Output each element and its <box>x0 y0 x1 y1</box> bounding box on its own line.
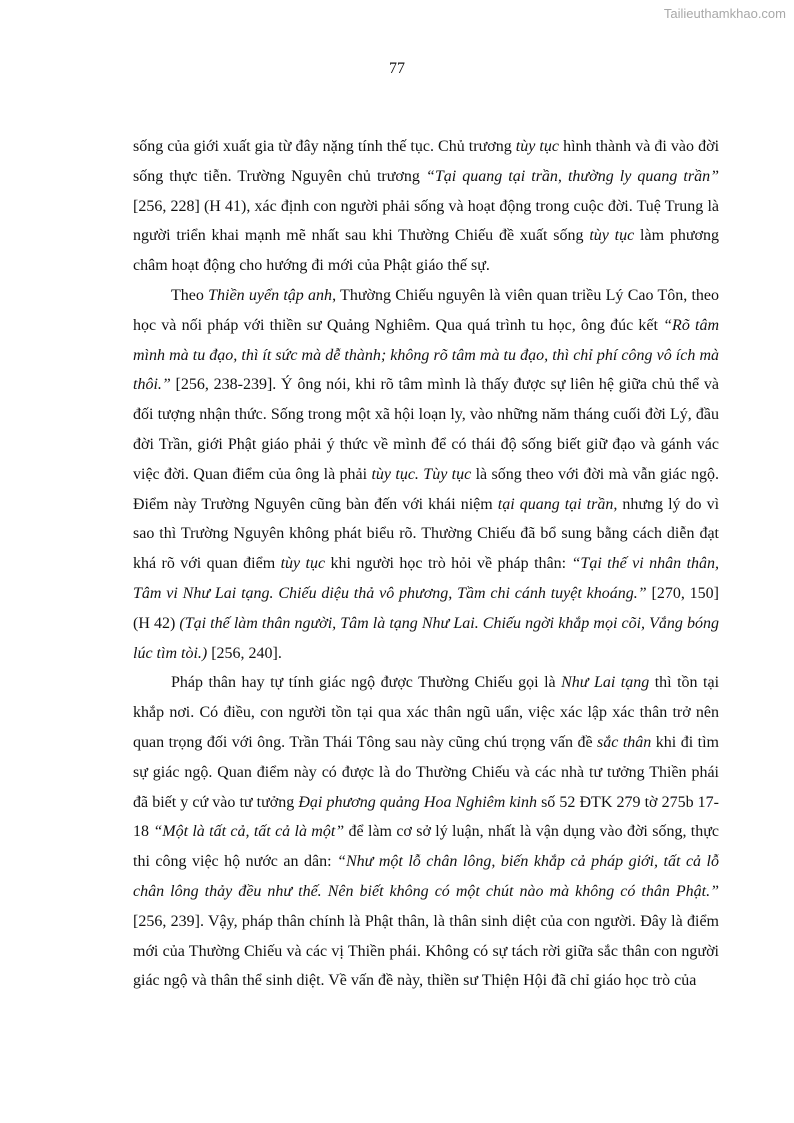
text-run: sống của giới xuất gia từ đây nặng tính thế tục. Chủ trương <box>133 138 516 155</box>
page-number: 77 <box>389 60 405 77</box>
paragraph <box>133 281 719 668</box>
text-run: làm phương châm hoạt động cho hướng đi mới của Phật giáo thế sự. <box>133 227 720 275</box>
text-run: [256, 228] (H 41), xác định con người phải sống và hoạt động trong cuộc đời. Tuệ Trung là người triển khai mạnh mẽ nhất sau khi Thường Chiếu đề xuất sống <box>133 197 719 245</box>
italic-run: Thiền uyển tập anh <box>208 286 333 304</box>
italic-run: tùy tục <box>280 555 326 573</box>
text-run: [256, 240]. <box>207 644 282 662</box>
italic-run: “Như một lỗ chân lông, biến khắp cả pháp giới, tất cả lỗ chân lông thảy đều như thế. Nên biết không có một chút nào mà không có thân Phật.” <box>133 853 719 900</box>
italic-run: “Tại thế vi nhân thân, Tâm vi Như Lai tạng. Chiếu diệu thả vô phương, Tầm chi cánh tuyệt khoáng.” <box>133 555 720 602</box>
text-run: nhưng lý do vì sao thì Trường Nguyên không phát biểu rõ. Thường Chiếu đã bổ sung bằng cách diễn đạt khá rõ với quan điểm <box>133 495 720 573</box>
italic-run: “Tại quang tại trần, thường ly quang trần” <box>425 167 719 185</box>
italic-run: Đại phương quảng Hoa Nghiêm kinh <box>298 793 537 811</box>
italic-run: tùy tục. Tùy tục <box>371 465 472 483</box>
italic-run: sắc thân <box>597 733 652 751</box>
text-run: hình thành và đi vào đời sống thực tiễn. Trường Nguyên chủ trương <box>133 138 720 185</box>
paragraph <box>133 668 719 996</box>
italic-run: (Tại thế làm thân người, Tâm là tạng Như Lai. Chiếu ngời khắp mọi cõi, Vắng bóng lúc tìm tòi.) <box>133 614 719 662</box>
italic-run: tùy tục <box>589 227 635 245</box>
paragraph <box>133 132 719 281</box>
italic-run: “Một là tất cả, tất cả là một” <box>153 823 345 841</box>
italic-run: Như Lai tạng <box>561 674 650 692</box>
text-run: khi người học trò hỏi về pháp thân: <box>325 555 572 573</box>
text-run: là sống theo với đời mà vẫn giác ngộ. Điểm này Trường Nguyên cũng bàn đến với khái niệm <box>133 465 720 513</box>
watermark-text: Tailieuthamkhao.com <box>663 6 786 21</box>
text-run: [256, 239]. Vậy, pháp thân chính là Phật thân, là thân sinh diệt của con người. Đây là điểm mới của Thường Chiếu và các vị Thiền phái. Không có sự tách rời giữa sắc thân con người giác ngộ và thân thể sinh diệt. Về vấn đề này, thiền sư Thiện Hội đã chỉ giáo học trò của <box>133 912 719 990</box>
text-run: Pháp thân hay tự tính giác ngộ được Thường Chiếu gọi là <box>171 674 562 692</box>
text-run: [256, 238-239]. Ý ông nói, khi rõ tâm mình là thấy được sự liên hệ giữa chủ thể và đối tượng nhận thức. Sống trong một xã hội loạn ly, vào những năm tháng cuối đời Lý, đầu đời Trần, giới Phật giáo phải ý thức về mình để có thái độ sống biết giữ đạo và gánh vác việc đời. Quan điểm của ông là phải <box>133 376 719 483</box>
text-run: thì tồn tại khắp nơi. Có điều, con người tồn tại qua xác thân ngũ uẩn, việc xác lập xác thân trở nên quan trọng đối với ông. Trần Thái Tông sau này cũng chú trọng vấn đề <box>133 674 720 751</box>
italic-run: “Rõ tâm mình mà tu đạo, thì ít sức mà dễ thành; không rõ tâm mà tu đạo, thì chỉ phí công vô ích mà thôi.” <box>133 316 720 394</box>
italic-run: tại quang tại trần, <box>497 495 618 513</box>
text-run: khi đi tìm sự giác ngộ. Quan điểm này có được là do Thường Chiếu và các nhà tư tưởng Thiền phái đã biết y cứ vào tư tưởng <box>133 733 719 811</box>
body-text <box>133 132 719 996</box>
text-run: [270, 150] (H 42) <box>133 584 719 632</box>
text-run: , Thường Chiếu nguyên là viên quan triều Lý Cao Tôn, theo học và nối pháp với thiền sư Quảng Nghiêm. Qua quá trình tu học, ông đúc kết <box>133 286 720 334</box>
text-run: Theo <box>171 286 209 304</box>
text-run: để làm cơ sở lý luận, nhất là vận dụng vào đời sống, thực thi công việc hộ nước an dân: <box>133 823 719 871</box>
text-run: số 52 ĐTK 279 tờ 275b 17-18 <box>133 793 720 841</box>
italic-run: tùy tục <box>515 138 559 155</box>
